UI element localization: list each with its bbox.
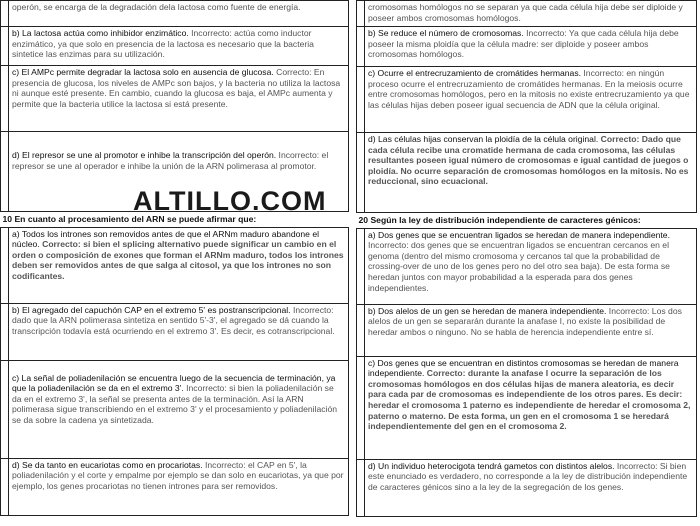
answer-cell — [365, 356, 697, 459]
left-table — [0, 0, 349, 516]
answer-cell — [365, 228, 697, 304]
explanation: Correcto: durante la anafase I ocurre la separación de los cromosomas homólogos en dos células hijas de manera aleatoria, es decir para cada par de cromosomas es independiente de los otros pares. Es decir: heredar el cromosoma 1 paterno es independiente de heredar el cromosoma 2, paterno o materno. De esta forma, un gen en el cromosoma 1 se heredará independientemente del gen en el cromosoma 2. — [368, 368, 691, 432]
explanation: Incorrecto: Ya que cada célula hija debe poseer la misma ploidía que la célula madre: ser diploide y poseer ambos cromosomas homólogos. — [368, 28, 679, 60]
answer-cell — [9, 360, 349, 458]
table-row — [1, 303, 349, 360]
question-row — [357, 213, 697, 229]
answer-cell — [365, 27, 697, 67]
question-text: Según la ley de distribución independiente de caracteres génicos: — [370, 215, 641, 225]
explanation: cromosomas homólogos no se separan ya que cada célula hija debe ser diploide y poseer ambos cromosomas homólogos. — [368, 2, 683, 23]
question-text: En cuanto al procesamiento del ARN se puede afirmar que: — [14, 214, 257, 224]
table-row — [1, 27, 349, 66]
answer-cell — [365, 304, 697, 356]
option-text: b) El agregado del capuchón CAP en el extremo 5' es postranscripcional. — [12, 304, 291, 315]
table-row — [357, 304, 697, 356]
table-row — [1, 227, 349, 303]
explanation: Incorrecto: si bien la poliadenilación se da en el extremo 3', la señal se presenta antes de la terminación. Así la ARN polimerasa sigue transcribiendo en el extremo 3' y el procesamiento y poliadenilación se da sobre la cadena ya sintetizada. — [12, 383, 338, 425]
question-heading — [357, 213, 697, 229]
answer-cell — [9, 1, 349, 27]
option-text: c) La señal de poliadenilación se encuentra luego de la secuencia de terminación, ya que la poliadenilación se da en el extremo 3'. — [12, 372, 336, 394]
table-row — [1, 66, 349, 132]
right-column — [356, 0, 697, 517]
explanation: Incorrecto: en ningún proceso ocurre el entrecruzamiento de cromátides hermanas. En la meiosis ocurre entre cromosomas homólogos, pero en la mitosis no existe entrecruzamiento ya que las células hijas deben poseer igual secuencia de ADN que la célula original. — [368, 68, 690, 110]
answer-cell — [365, 1, 697, 27]
answer-cell — [365, 459, 697, 516]
option-text: b) Dos alelos de un gen se heredan de manera independiente. — [368, 305, 607, 316]
answer-cell — [365, 67, 697, 133]
table-row — [357, 27, 697, 67]
table-row — [1, 1, 349, 27]
table-row — [357, 356, 697, 459]
option-text: d) Las células hijas conservan la ploidía de la célula original. — [368, 134, 599, 144]
option-text: d) Un individuo heterocigota tendrá gametos con distintos alelos. — [368, 460, 615, 471]
left-column — [0, 0, 349, 516]
option-text: a) Dos genes que se encuentran ligados se heredan de manera independiente. — [368, 229, 670, 240]
question-number: 20 — [358, 215, 369, 225]
table-row — [357, 67, 697, 133]
explanation: Incorrecto: actúa como inductor enzimático, ya que solo en presencia de la lactosa es necesario que la bacteria sintetice las enzimas para su utilización. — [12, 28, 314, 60]
explanation: Correcto: En presencia de glucosa, los niveles de AMPc son bajos, y la bacteria no utiliza la lactosa ni aunque esté presente. En cambio, cuando la glucosa es baja, el AMPc aumenta y permite que la bacteria utilice la lactosa si está presente. — [12, 67, 341, 109]
explanation: Incorrecto: dos genes que se encuentran ligados se encuentran cercanos en el genoma (dentro del mismo cromosoma y cercanos tal que la probabilidad de crossing-over de uno de los genes pero no del otro sea baja). De esta forma se heredan juntos con mayor probabilidad a la esperada para dos genes independientes. — [368, 240, 670, 293]
watermark: ALTILLO.COM — [133, 186, 327, 216]
answer-cell — [9, 66, 349, 132]
table-row — [1, 458, 349, 515]
option-text: c) El AMPc permite degradar la lactosa solo en ausencia de glucosa. — [12, 67, 274, 77]
option-text: b) La lactosa actúa como inhibidor enzimático. — [12, 28, 189, 38]
option-text: b) Se reduce el número de cromosomas. — [368, 28, 524, 38]
table-row — [1, 360, 349, 458]
option-text: c) Dos genes que se encuentran en distintos cromosomas se heredan de manera independiente. — [368, 357, 679, 379]
table-row — [357, 228, 697, 304]
option-text: a) Todos los intrones son removidos antes de que el ARNm maduro abandone el núcleo. — [12, 228, 320, 250]
explanation: Incorrecto: el represor se une al operador e inhibe la unión de la ARN polimerasa al promotor. — [12, 150, 329, 171]
answer-cell — [9, 303, 349, 360]
explanation: Incorrecto: dado que la ARN polimerasa sintetiza en sentido 5'-3', el agregado se dá cuando la transcripción todavía está ocurriendo en el extremo 3'. Es decir, es cotranscripcional. — [12, 304, 335, 336]
answer-cell — [9, 227, 349, 303]
option-text: c) Ocurre el entrecruzamiento de cromátides hermanas. — [368, 68, 582, 78]
explanation: Correcto: Dado que cada célula recibe una cromatide hermana de cada cromosoma, las células resultantes poseen igual número de cromosomas e igual cantidad de juegos o ploidía. No ocurre separación de cromosomas homólogos en la mitosis. No es reduccional, sino ecuacional. — [368, 134, 689, 187]
right-table — [356, 0, 697, 517]
answer-cell — [9, 458, 349, 515]
option-text: d) Se da tanto en eucariotas como en procariotas. — [12, 459, 203, 470]
explanation: Incorrecto: Si bien este enunciado es verdadero, no corresponde a la ley de distribución independiente de caracteres génicos sino a la ley de la segregación de los genes. — [368, 460, 688, 492]
explanation: Incorrecto: Los dos alelos de un gen se separarán durante la anafase I, no existe la posibilidad de heredar ambos o ninguno. No se habla de herencia independiente entre sí. — [368, 305, 682, 337]
option-text: d) El represor se une al promotor e inhibe la transcripción del operón. — [12, 150, 277, 160]
question-number: 10 — [2, 214, 13, 224]
explanation: operón, se encarga de la degradación dela lactosa como fuente de energía. — [12, 2, 301, 12]
answer-cell — [9, 27, 349, 66]
answer-cell — [365, 133, 697, 213]
table-row — [357, 459, 697, 516]
table-row — [357, 1, 697, 27]
explanation: Correcto: si bien el splicing alternativo puede significar un cambio en el orden o composición de exones que forman el ARNm maduro, todos los intrones deben ser removidos antes de que salga al citosol, ya que los intrones no son codificantes. — [12, 239, 344, 281]
table-row — [357, 133, 697, 213]
explanation: Incorrecto: el CAP en 5', la poliadenilación y el corte y empalme por ejemplo se dan solo en eucariotas, ya que por ejemplo, los genes procariotas no tienen intrones para ser removidos. — [12, 459, 344, 491]
